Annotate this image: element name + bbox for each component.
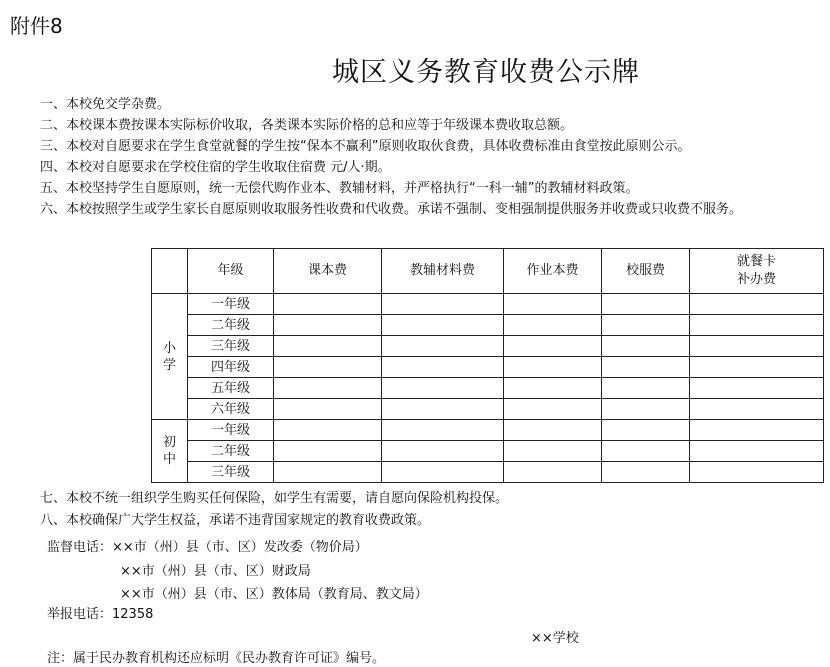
fee-cell xyxy=(602,315,690,336)
fee-cell xyxy=(690,399,824,420)
fee-cell xyxy=(602,294,690,315)
fee-cell xyxy=(382,357,504,378)
table-row xyxy=(152,462,824,483)
fee-cell xyxy=(274,441,382,462)
fee-cell xyxy=(382,294,504,315)
page-title: 城区义务教育收费公示牌 xyxy=(332,57,640,88)
fee-cell xyxy=(274,399,382,420)
fee-cell xyxy=(274,420,382,441)
rules-list xyxy=(40,94,742,220)
stage-junior-char: 初 xyxy=(162,435,176,450)
rule-item: 六、本校按照学生或学生家长自愿原则收取服务性收费和代收费。承诺不强制、变相强制提供服务并收费或只收费不服务。 xyxy=(40,202,743,217)
footnote: 注：属于民办教育机构还应标明《民办教育许可证》编号。 xyxy=(47,651,386,666)
fee-cell xyxy=(602,462,690,483)
header-meal-card-line2: 补办费 xyxy=(736,272,776,287)
fee-cell xyxy=(382,399,504,420)
grade-cell: 六年级 xyxy=(188,399,274,420)
fee-cell xyxy=(274,294,382,315)
header-grade: 年级 xyxy=(188,249,274,294)
fee-cell xyxy=(690,336,824,357)
header-uniform-fee: 校服费 xyxy=(602,249,690,294)
fee-cell xyxy=(504,399,602,420)
table-row xyxy=(152,315,824,336)
table-row xyxy=(152,357,824,378)
rule-item: 二、本校课本费按课本实际标价收取，各类课本实际价格的总和应等于年级课本费收取总额。 xyxy=(40,118,574,133)
table-row xyxy=(152,399,824,420)
annex-label: 附件8 xyxy=(10,14,63,38)
fee-cell xyxy=(274,462,382,483)
header-row xyxy=(152,249,824,294)
fee-cell xyxy=(274,357,382,378)
supervision-education-line: ××市（州）县（市、区）教体局（教育局、教文局） xyxy=(120,587,428,602)
grade-cell: 一年级 xyxy=(188,294,274,315)
fee-cell xyxy=(504,420,602,441)
header-materials-fee: 教辅材料费 xyxy=(382,249,504,294)
fee-cell xyxy=(504,441,602,462)
grade-cell: 三年级 xyxy=(188,336,274,357)
table-row xyxy=(152,420,824,441)
table-row xyxy=(152,336,824,357)
fee-table xyxy=(151,248,824,483)
fee-cell xyxy=(690,420,824,441)
header-meal-card-line1: 就餐卡 xyxy=(736,254,776,269)
fee-cell xyxy=(602,378,690,399)
fee-cell xyxy=(602,441,690,462)
table-row xyxy=(152,441,824,462)
fee-cell xyxy=(382,441,504,462)
table-row xyxy=(152,294,824,315)
school-signature: ××学校 xyxy=(531,631,579,646)
stage-junior-char: 中 xyxy=(162,452,176,467)
fee-cell xyxy=(690,441,824,462)
stage-primary xyxy=(152,294,188,420)
fee-cell xyxy=(504,378,602,399)
rules-after-list xyxy=(40,488,508,532)
fee-cell xyxy=(382,378,504,399)
stage-primary-char: 学 xyxy=(162,357,176,373)
fee-cell xyxy=(504,357,602,378)
grade-cell: 二年级 xyxy=(188,315,274,336)
fee-cell xyxy=(602,336,690,357)
grade-cell: 二年级 xyxy=(188,441,274,462)
supervision-finance-line: ××市（州）县（市、区）财政局 xyxy=(120,564,311,579)
rule-item: 一、本校免交学杂费。 xyxy=(40,97,171,112)
supervision-phone-line: 监督电话：××市（州）县（市、区）发改委（物价局） xyxy=(47,540,368,555)
fee-cell xyxy=(382,420,504,441)
rule-item: 八、本校确保广大学生权益，承诺不违背国家规定的教育收费政策。 xyxy=(40,513,431,528)
fee-cell xyxy=(690,378,824,399)
report-phone: 举报电话：12358 xyxy=(47,607,154,622)
fee-cell xyxy=(504,462,602,483)
fee-cell xyxy=(274,336,382,357)
header-meal-card-fee xyxy=(690,249,824,294)
grade-cell: 四年级 xyxy=(188,357,274,378)
header-stage-blank xyxy=(152,249,188,294)
fee-cell xyxy=(504,315,602,336)
stage-junior xyxy=(152,420,188,483)
fee-cell xyxy=(690,294,824,315)
fee-cell xyxy=(602,420,690,441)
fee-cell xyxy=(602,357,690,378)
fee-cell xyxy=(602,399,690,420)
grade-cell: 五年级 xyxy=(188,378,274,399)
fee-cell xyxy=(382,462,504,483)
fee-cell xyxy=(382,336,504,357)
fee-cell xyxy=(274,315,382,336)
grade-cell: 三年级 xyxy=(188,462,274,483)
fee-cell xyxy=(690,357,824,378)
rule-item: 四、本校对自愿要求在学校住宿的学生收取住宿费 元/人·期。 xyxy=(40,160,391,175)
fee-cell xyxy=(274,378,382,399)
fee-cell xyxy=(504,336,602,357)
header-textbook-fee: 课本费 xyxy=(274,249,382,294)
rule-item: 五、本校坚持学生自愿原则，统一无偿代购作业本、教辅材料，并严格执行“一科一辅”的教辅材料政策。 xyxy=(40,181,639,196)
rule-item: 三、本校对自愿要求在学生食堂就餐的学生按“保本不赢利”原则收取伙食费，具体收费标准由食堂按此原则公示。 xyxy=(40,139,691,154)
grade-cell: 一年级 xyxy=(188,420,274,441)
table-row xyxy=(152,378,824,399)
rule-item: 七、本校不统一组织学生购买任何保险，如学生有需要，请自愿向保险机构投保。 xyxy=(40,491,509,506)
header-workbook-fee: 作业本费 xyxy=(504,249,602,294)
stage-primary-char: 小 xyxy=(162,340,176,356)
fee-cell xyxy=(382,315,504,336)
fee-cell xyxy=(504,294,602,315)
fee-cell xyxy=(690,315,824,336)
fee-cell xyxy=(690,462,824,483)
